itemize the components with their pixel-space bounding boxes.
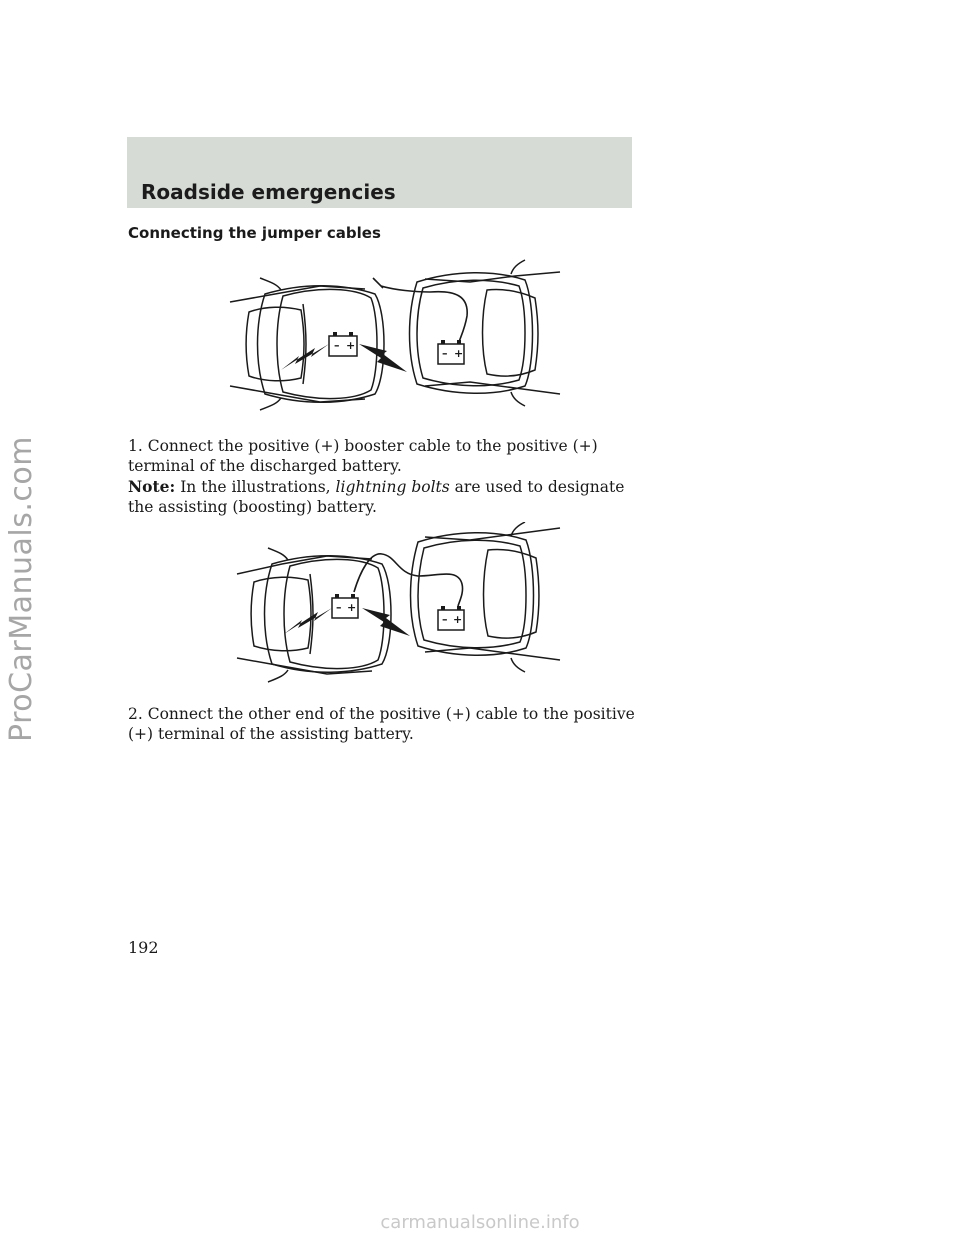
battery-discharged <box>329 332 357 356</box>
jumper-illustration-2 <box>232 522 566 692</box>
note-emphasis: lightning bolts <box>335 478 450 496</box>
jumper-cable <box>354 554 463 606</box>
battery-assisting <box>438 606 464 630</box>
page-heading: Connecting the jumper cables <box>128 224 381 242</box>
step-1: 1. Connect the positive (+) booster cable to the positive (+) terminal of the discharged battery. <box>128 437 598 475</box>
battery-plus-label: + <box>347 601 357 614</box>
battery-discharged <box>332 594 358 618</box>
assisting-car <box>411 522 561 672</box>
discharged-car <box>230 278 384 410</box>
jumper-illustration-1 <box>225 254 565 424</box>
lightning-bolt-left-icon <box>284 608 332 634</box>
side-watermark-text: ProCarManuals.com <box>4 435 39 742</box>
footer-watermark: carmanualsonline.info <box>380 1212 580 1233</box>
note-post: are used to designate the assisting (boosting) battery. <box>128 478 625 516</box>
note-label: Note: <box>128 477 176 496</box>
battery-minus-label: – <box>334 339 340 352</box>
battery-minus-label: – <box>442 613 448 626</box>
battery-minus-label: – <box>336 601 342 614</box>
note-text <box>128 477 648 517</box>
battery-minus-label: – <box>442 347 448 360</box>
lightning-bolt-right-icon <box>362 608 410 636</box>
step-2-text <box>128 704 648 744</box>
page-number: 192 <box>128 938 159 957</box>
note-pre: In the illustrations, <box>180 478 336 496</box>
step-1-text <box>128 436 648 476</box>
battery-plus-label: + <box>453 613 463 626</box>
section-header <box>127 137 632 208</box>
battery-plus-label: + <box>346 339 356 352</box>
section-title: Roadside emergencies <box>141 180 396 204</box>
battery-plus-label: + <box>454 347 464 360</box>
step-2: 2. Connect the other end of the positive (+) cable to the positive (+) terminal of the assisting battery. <box>128 705 635 743</box>
assisting-car <box>410 260 561 406</box>
battery-assisting <box>438 340 464 364</box>
jumper-cable <box>373 278 467 342</box>
